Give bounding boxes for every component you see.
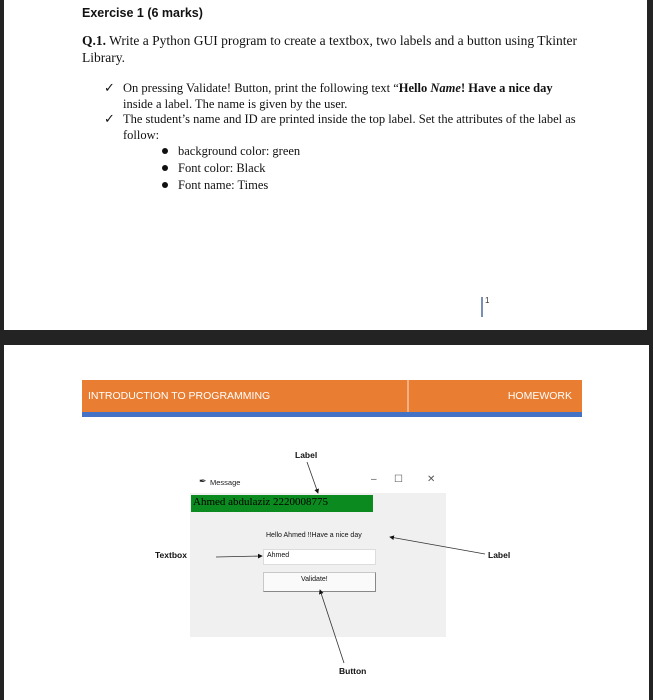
name-entry-value: Ahmed <box>267 552 290 559</box>
arrow-label-top <box>307 462 318 493</box>
feather-icon: ✒ <box>199 476 207 486</box>
banner-homework: HOMEWORK <box>507 390 572 402</box>
question-label: Q.1. <box>82 33 107 48</box>
annotation-button: Button <box>339 666 367 676</box>
exercise-title: Exercise 1 (6 marks) <box>82 6 203 20</box>
bullet-dot-icon <box>162 148 168 154</box>
banner-course-title: INTRODUCTION TO PROGRAMMING <box>88 390 271 402</box>
greeting-label: Hello Ahmed !!Have a nice day <box>266 532 362 539</box>
annotation-label-right: Label <box>488 550 511 560</box>
question-body: Write a Python GUI program to create a textbox, two labels and a button using Tkinter Library. <box>82 33 577 65</box>
bullet-student: The student’s name and ID are printed inside the top label. Set the attributes of the label as follow: <box>123 112 576 142</box>
attribute-font-color: Font color: Black <box>178 161 266 175</box>
arrow-button <box>320 590 344 663</box>
maximize-icon[interactable]: ☐ <box>394 474 403 485</box>
annotation-arrows <box>4 345 649 700</box>
bullet-dot-icon <box>162 165 168 171</box>
bullet-validate-bold2: ! Have a nice day <box>460 81 553 95</box>
figure-page <box>4 345 649 700</box>
attribute-font-name: Font name: Times <box>178 178 269 192</box>
bullet-validate-prefix: On pressing Validate! Button, print the following text “ <box>123 81 399 95</box>
attribute-bg: background color: green <box>178 144 301 158</box>
minimize-icon[interactable]: – <box>371 474 377 485</box>
top-label-text: Ahmed abdulaziz 2220008775 <box>193 496 329 508</box>
bullet-validate-suffix: inside a label. The name is given by the user. <box>123 97 348 111</box>
bullet-validate-bold1: Hello <box>398 81 431 95</box>
validate-button-label: Validate! <box>301 576 328 583</box>
annotation-textbox: Textbox <box>155 550 187 560</box>
bullet-validate <box>123 80 583 112</box>
page-number: 1 <box>485 296 490 305</box>
arrow-label-right <box>390 537 485 554</box>
bullet-dot-icon <box>162 182 168 188</box>
arrow-textbox <box>216 556 262 557</box>
checkmark-icon: ✓ <box>104 111 115 126</box>
close-icon[interactable]: ✕ <box>427 474 436 485</box>
page-marker <box>481 297 483 317</box>
window-title: Message <box>210 478 241 487</box>
annotation-label-top: Label <box>295 450 318 460</box>
bullet-validate-name: Name <box>430 81 461 95</box>
exercise-page <box>4 0 647 330</box>
question-text <box>82 32 592 66</box>
checkmark-icon: ✓ <box>104 80 115 95</box>
